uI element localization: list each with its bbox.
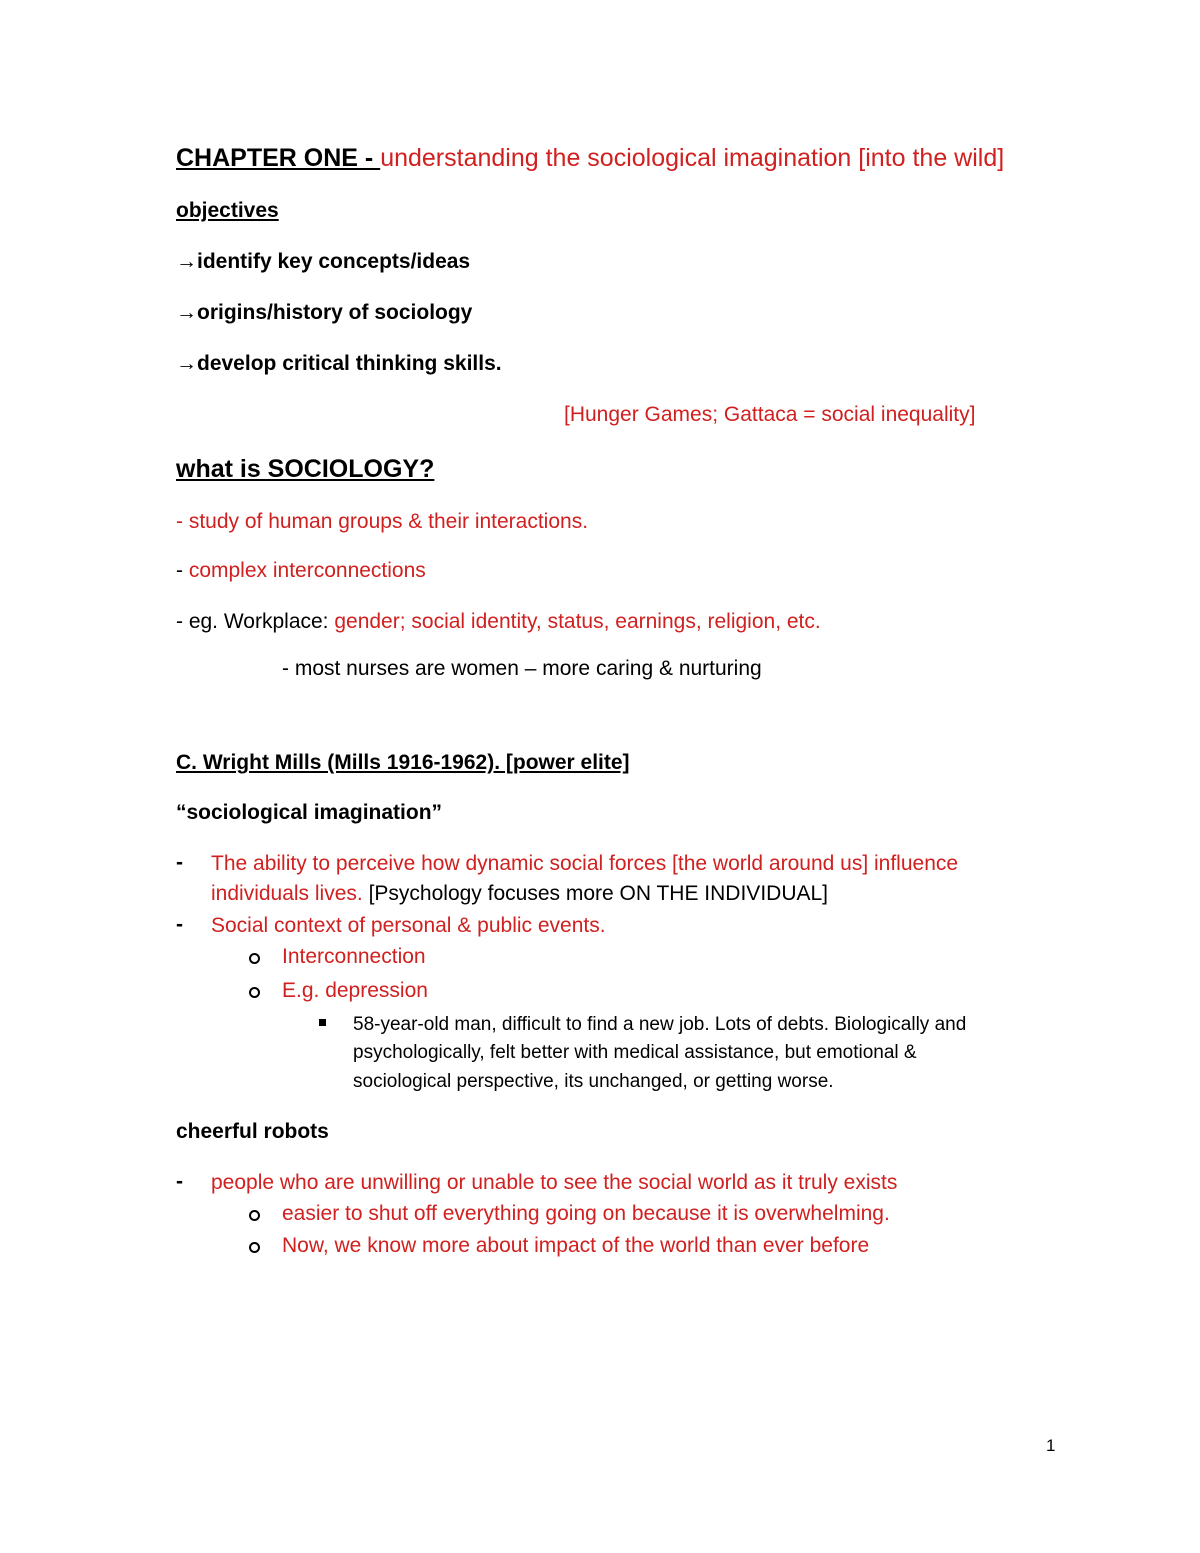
mills-subsub-line-3: sociological perspective, its unchanged, or getting worse. bbox=[353, 1071, 834, 1092]
mills-subsub-line-2: psychologically, felt better with medical assistance, but emotional & bbox=[353, 1042, 917, 1063]
robots-bullet-1: people who are unwilling or unable to see the social world as it truly exists bbox=[211, 1171, 898, 1194]
mills-bullet-1-line-1: The ability to perceive how dynamic social forces [the world around us] influence bbox=[211, 852, 959, 875]
objective-item bbox=[176, 351, 502, 377]
objectives-note: [Hunger Games; Gattaca = social inequality] bbox=[564, 403, 976, 426]
circle-bullet-icon bbox=[249, 953, 260, 964]
workplace-factors: gender; social identity, status, earnings, religion, etc. bbox=[334, 610, 821, 633]
sociology-line-2-text: complex interconnections bbox=[188, 559, 426, 582]
robots-title: cheerful robots bbox=[176, 1120, 329, 1143]
robots-sub-1: easier to shut off everything going on because it is overwhelming. bbox=[282, 1202, 890, 1225]
objective-item bbox=[176, 300, 472, 326]
dash-text: - bbox=[176, 559, 189, 582]
individuals-lives-text: individuals lives. bbox=[211, 882, 369, 905]
chapter-heading bbox=[176, 143, 1004, 173]
objective-text: develop critical thinking skills. bbox=[197, 352, 502, 375]
bullet-dash: - bbox=[176, 913, 183, 936]
chapter-subtitle: understanding the sociological imagination [into the wild] bbox=[380, 144, 1005, 172]
mills-bullet-2: Social context of personal & public events. bbox=[211, 914, 606, 937]
arrow-icon: → bbox=[176, 352, 197, 375]
mills-sub-1: Interconnection bbox=[282, 945, 426, 968]
chapter-label: CHAPTER ONE - bbox=[176, 144, 381, 172]
sociology-line-2 bbox=[176, 558, 426, 584]
sociology-title: what is SOCIOLOGY? bbox=[176, 455, 435, 483]
workplace-prefix: - eg. Workplace: bbox=[176, 610, 335, 633]
objective-item bbox=[176, 249, 470, 275]
mills-subsub-line-1: 58-year-old man, difficult to find a new job. Lots of debts. Biologically and bbox=[353, 1014, 967, 1035]
circle-bullet-icon bbox=[249, 1242, 260, 1253]
objective-text: origins/history of sociology bbox=[197, 301, 473, 324]
sociology-line-1: - study of human groups & their interactions. bbox=[176, 510, 589, 533]
mills-bullet-1-line-2 bbox=[211, 881, 828, 907]
psychology-note: [Psychology focuses more ON THE INDIVIDUAL] bbox=[368, 882, 829, 905]
circle-bullet-icon bbox=[249, 1210, 260, 1221]
arrow-icon: → bbox=[176, 250, 197, 273]
sociology-line-4: - most nurses are women – more caring & nurturing bbox=[282, 657, 762, 680]
mills-concept: “sociological imagination” bbox=[176, 801, 443, 824]
objectives-title: objectives bbox=[176, 199, 279, 222]
bullet-dash: - bbox=[176, 1170, 183, 1193]
bullet-dash: - bbox=[176, 851, 183, 874]
circle-bullet-icon bbox=[249, 987, 260, 998]
page-number: 1 bbox=[1046, 1436, 1056, 1455]
arrow-icon: → bbox=[176, 301, 197, 324]
square-bullet-icon bbox=[319, 1019, 326, 1026]
robots-sub-2: Now, we know more about impact of the world than ever before bbox=[282, 1234, 870, 1257]
mills-title: C. Wright Mills (Mills 1916-1962). [power elite] bbox=[176, 751, 630, 774]
mills-sub-2: E.g. depression bbox=[282, 979, 428, 1002]
sociology-line-3 bbox=[176, 609, 821, 635]
objective-text: identify key concepts/ideas bbox=[197, 250, 471, 273]
